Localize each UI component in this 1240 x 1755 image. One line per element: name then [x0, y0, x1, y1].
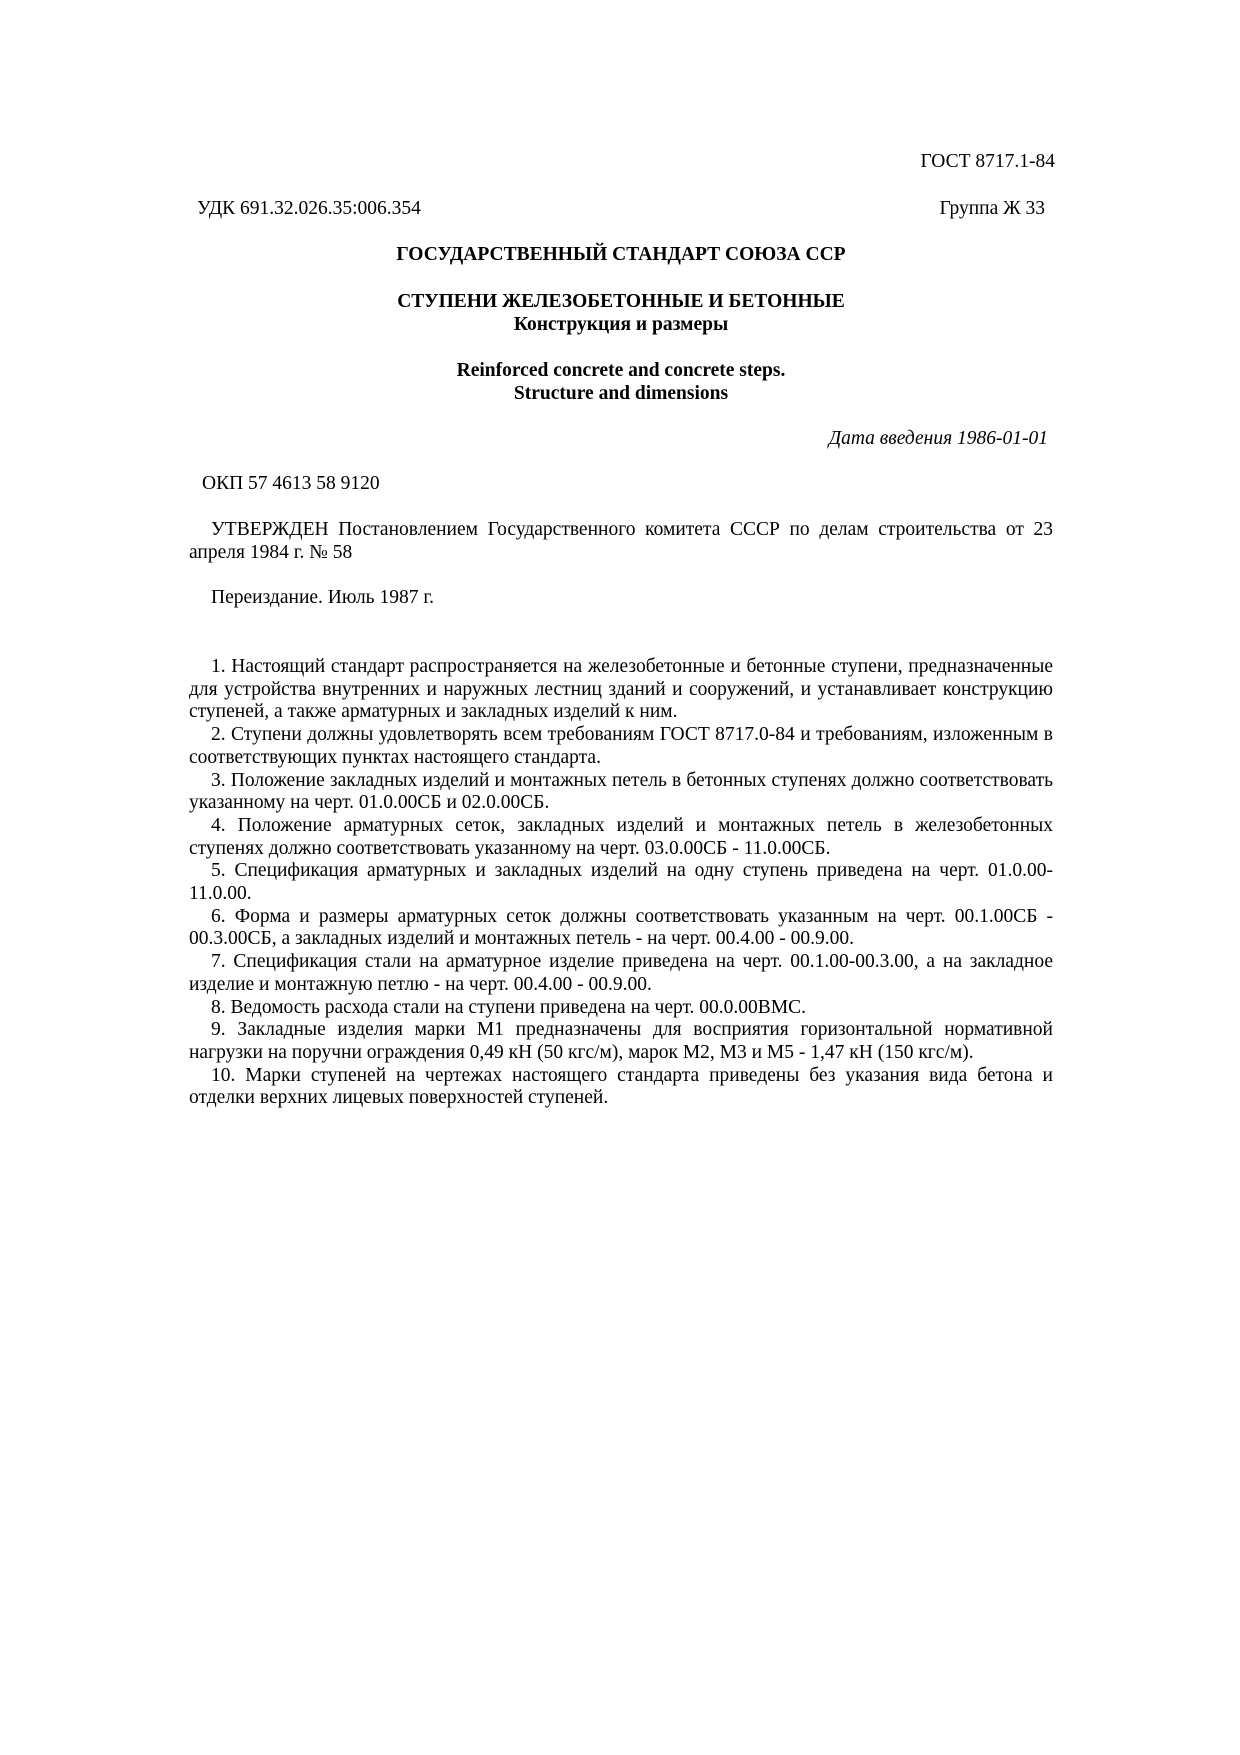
- clause-item: 4. Положение арматурных сеток, закладных изделий и монтажных петель в железобетонных ступенях должно соответствовать указанному на черт. 03.0.00СБ - 11.0.00СБ.: [189, 814, 1053, 859]
- clause-item: 10. Марки ступеней на чертежах настоящего стандарта приведены без указания вида бетона и отделки верхних лицевых поверхностей ступеней.: [189, 1064, 1053, 1109]
- clause-item: 6. Форма и размеры арматурных сеток должны соответствовать указанным на черт. 00.1.00СБ - 00.3.00СБ, а закладных изделий и монтажных петель - на черт. 00.4.00 - 00.9.00.: [189, 905, 1053, 950]
- russian-title: [189, 290, 1053, 336]
- clause-item: 2. Ступени должны удовлетворять всем требованиям ГОСТ 8717.0-84 и требованиям, изложенным в соответствующих пунктах настоящего стандарта.: [189, 724, 1053, 768]
- clause-item: 5. Спецификация арматурных и закладных изделий на одну ступень приведена на черт. 01.0.00-11.0.00.: [189, 860, 1053, 905]
- document-code: ГОСТ 8717.1-84: [920, 151, 1055, 172]
- clauses-list: [189, 656, 1053, 1110]
- reissue-note: Переиздание. Июль 1987 г.: [211, 587, 434, 608]
- clause-item: 1. Настоящий стандарт распространяется на железобетонные и бетонные ступени, предназначенные для устройства внутренних и наружных лестниц зданий и сооружений, и устанавливает конструкцию ступеней, а также арматурных и закладных изделий к ним.: [189, 656, 1053, 723]
- clause-item: 8. Ведомость расхода стали на ступени приведена на черт. 00.0.00ВМС.: [211, 996, 807, 1018]
- english-title-line-1: Reinforced concrete and concrete steps.: [456, 360, 786, 381]
- russian-title-line-2: Конструкция и размеры: [513, 314, 729, 335]
- russian-title-line-1: СТУПЕНИ ЖЕЛЕЗОБЕТОННЫЕ И БЕТОННЫЕ: [397, 291, 845, 312]
- introduction-date: Дата введения 1986-01-01: [828, 428, 1048, 449]
- english-title: [189, 359, 1053, 405]
- approval-statement: УТВЕРЖДЕН Постановлением Государственного комитета СССР по делам строительства от 23 апреля 1984 г. № 58: [189, 519, 1053, 563]
- clause-item: 7. Спецификация стали на арматурное изделие приведена на черт. 00.1.00-00.3.00, а на закладное изделие и монтажную петлю - на черт. 00.4.00 - 00.9.00.: [189, 951, 1053, 995]
- group-code: Группа Ж 33: [939, 198, 1045, 219]
- state-standard-heading: ГОСУДАРСТВЕННЫЙ СТАНДАРТ СОЮЗА ССР: [396, 244, 846, 265]
- english-title-line-2: Structure and dimensions: [513, 383, 729, 404]
- clause-item: 3. Положение закладных изделий и монтажных петель в бетонных ступенях должно соответствовать указанному на черт. 01.0.00СБ и 02.0.00СБ.: [189, 769, 1053, 814]
- clause-item: 9. Закладные изделия марки М1 предназначены для восприятия горизонтальной нормативной нагрузки на поручни ограждения 0,49 кН (50 кгс/м), марок М2, М3 и М5 - 1,47 кН (150 кгс/м).: [189, 1019, 1053, 1063]
- udk-code: УДК 691.32.026.35:006.354: [197, 198, 421, 219]
- okp-code: ОКП 57 4613 58 9120: [202, 473, 380, 494]
